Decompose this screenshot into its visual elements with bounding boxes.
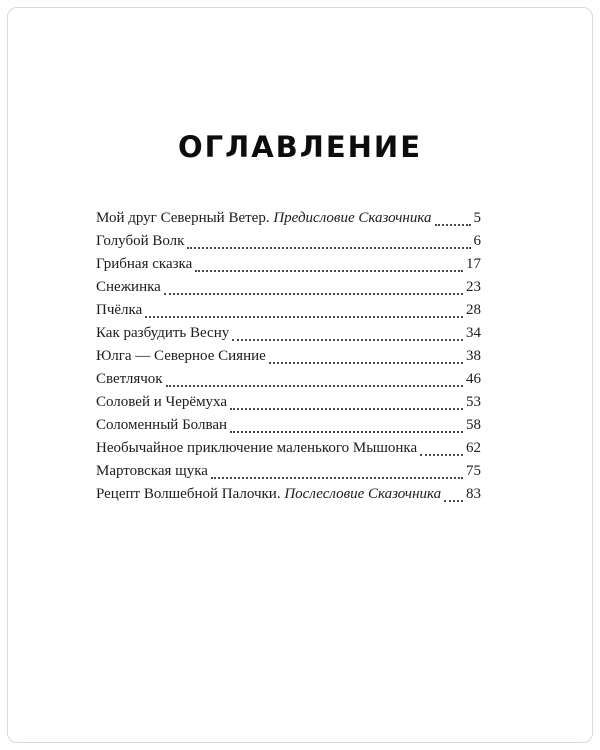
- toc-entry: [96, 460, 481, 483]
- toc-page-number: 62: [466, 440, 481, 456]
- toc-list: [96, 207, 481, 506]
- toc-dots: [145, 299, 463, 318]
- toc-page-number: 75: [466, 463, 481, 479]
- toc-page-number: 46: [466, 371, 481, 387]
- toc-dots: [164, 276, 463, 295]
- toc-entry: [96, 253, 481, 276]
- toc-entry: [96, 230, 481, 253]
- toc-entry: [96, 322, 481, 345]
- toc-dots: [166, 368, 463, 387]
- toc-dots: [187, 230, 470, 249]
- toc-dots: [195, 253, 463, 272]
- toc-page-number: 53: [466, 394, 481, 410]
- toc-page-number: 38: [466, 348, 481, 364]
- toc-entry: [96, 483, 481, 506]
- toc-entry-title: Юлга — Северное Сияние: [96, 348, 266, 364]
- toc-entry-title: Снежинка: [96, 279, 161, 295]
- toc-dots: [269, 345, 463, 364]
- toc-entry-title: Голубой Волк: [96, 233, 185, 249]
- toc-page-number: 83: [466, 486, 481, 502]
- toc-page-number: 17: [466, 256, 481, 272]
- toc-entry: [96, 391, 481, 414]
- toc-page-number: 23: [466, 279, 481, 295]
- toc-dots: [444, 483, 463, 502]
- toc-entry-title: Соломенный Болван: [96, 417, 228, 433]
- toc-entry-subtitle: Послесловие Сказочника: [280, 486, 442, 502]
- toc-entry: [96, 437, 481, 460]
- toc-page-number: 34: [466, 325, 481, 341]
- toc-entry: [96, 368, 481, 391]
- toc-entry-title: Соловей и Черёмуха: [96, 394, 228, 410]
- toc-dots: [230, 414, 463, 433]
- toc-entry-title: Грибная сказка: [96, 256, 193, 272]
- toc-entry-title: Необычайное приключение маленького Мышонка: [96, 440, 418, 456]
- toc-entry: [96, 207, 481, 230]
- page-title: ОГЛАВЛЕНИЕ: [177, 130, 422, 164]
- toc-entry: [96, 345, 481, 368]
- toc-entry: [96, 299, 481, 322]
- toc-entry-title: Мартовская щука: [96, 463, 208, 479]
- toc-entry-title: Мой друг Северный Ветер. Предисловие Сказочника: [96, 210, 432, 226]
- toc-page-number: 58: [466, 417, 481, 433]
- toc-page-number: 28: [466, 302, 481, 318]
- toc-entry-title: Пчёлка: [96, 302, 143, 318]
- toc-entry-title: Рецепт Волшебной Палочки. Послесловие Сказочника: [96, 486, 442, 502]
- toc-dots: [230, 391, 463, 410]
- toc-entry-subtitle: Предисловие Сказочника: [269, 210, 432, 226]
- toc-entry-title: Светлячок: [96, 371, 163, 387]
- toc-page-number: 6: [473, 233, 481, 249]
- toc-dots: [420, 437, 463, 456]
- toc-page-number: 5: [473, 210, 481, 226]
- toc-dots: [232, 322, 463, 341]
- book-page: [7, 7, 593, 743]
- toc-entry-title: Как разбудить Весну: [96, 325, 230, 341]
- toc-entry: [96, 414, 481, 437]
- toc-dots: [435, 207, 471, 226]
- toc-dots: [211, 460, 463, 479]
- toc-entry: [96, 276, 481, 299]
